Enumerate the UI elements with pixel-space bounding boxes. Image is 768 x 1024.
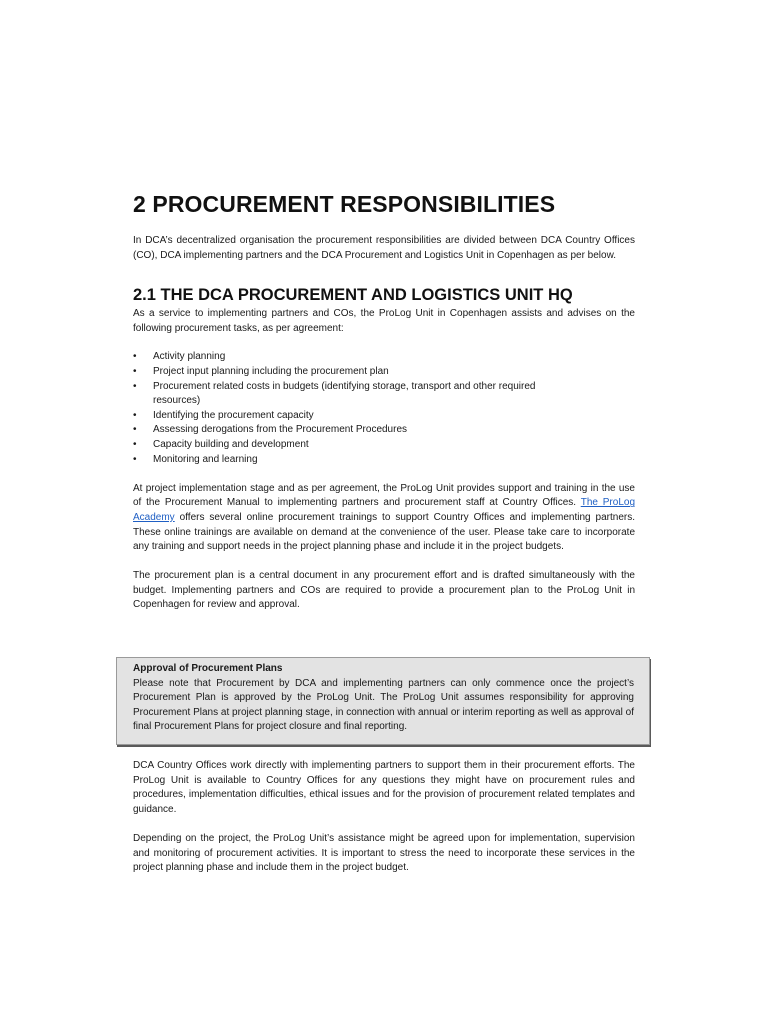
intro-paragraph: In DCA’s decentralized organisation the procurement responsibilities are divided between DCA Country Offices (CO), DCA implementing partners and the DCA Procurement and Logistics Unit in Copenhagen as per below.: [133, 235, 635, 261]
bullet-item: • Capacity building and development: [133, 438, 538, 453]
country-offices-paragraph: DCA Country Offices work directly with implementing partners to support them in their procurement efforts. The ProLog Unit is available to Country Offices for any questions they might have on procurement rules and procedures, implementation difficulties, ethical issues and for the provision of procurement related templates and guidance.: [133, 760, 635, 815]
procurement-plan-paragraph: The procurement plan is a central document in any procurement effort and is drafted simultaneously with the budget. Implementing partners and COs are required to provide a procurement plan to the ProLog Unit in Copenhagen for review and approval.: [133, 570, 635, 611]
bullet-item: • Assessing derogations from the Procurement Procedures: [133, 423, 538, 438]
task-bullet-list: [133, 350, 635, 467]
section-heading: 2.1 THE DCA PROCUREMENT AND LOGISTICS UNIT HQ: [133, 286, 573, 305]
approval-note-body: Please note that Procurement by DCA and implementing partners can only commence once the project’s Procurement Plan is approved by the ProLog Unit. The ProLog Unit assumes responsibility for approving Procurement Plans at project planning stage, in connection with annual or interim reporting as well as approval of final Procurement Plans for project closure and final reporting.: [133, 677, 634, 733]
closing-section: [133, 759, 635, 876]
training-paragraph: [133, 482, 635, 555]
section-lead-paragraph: As a service to implementing partners and COs, the ProLog Unit in Copenhagen assists and advises on the following procurement tasks, as per agreement:: [133, 308, 635, 334]
bullet-item: • Project input planning including the procurement plan: [133, 365, 538, 380]
training-text-start: At project implementation stage and as per agreement, the ProLog Unit provides support and training in the use of the Procurement Manual to implementing partners and procurement staff at Country Offices.: [133, 482, 635, 509]
document-body: [133, 190, 635, 613]
training-text-end: offers several online procurement trainings to support Country Offices and implementing partners. These online trainings are available on demand at the convenience of the user. Please take care to incorporate any training and support needs in the project planning phase and include it in the project budgets.: [133, 511, 635, 553]
approval-note-box: [116, 657, 650, 745]
prolog-academy-link[interactable]: The ProLog Academy: [133, 497, 636, 523]
approval-note-title: Approval of Procurement Plans: [133, 663, 283, 674]
depending-paragraph: Depending on the project, the ProLog Unit’s assistance might be agreed upon for implementation, supervision and monitoring of procurement activities. It is important to stress the need to incorporate these services in the project planning phase and include them in the project budget.: [133, 832, 635, 874]
approval-note-content: [133, 662, 634, 735]
bullet-item: • Procurement related costs in budgets (identifying storage, transport and other required resources): [133, 380, 538, 409]
bullet-item: • Identifying the procurement capacity: [133, 409, 538, 424]
chapter-heading: 2 PROCUREMENT RESPONSIBILITIES: [133, 191, 556, 217]
bullet-item: • Monitoring and learning: [133, 453, 538, 468]
bullet-item: • Activity planning: [133, 350, 538, 365]
